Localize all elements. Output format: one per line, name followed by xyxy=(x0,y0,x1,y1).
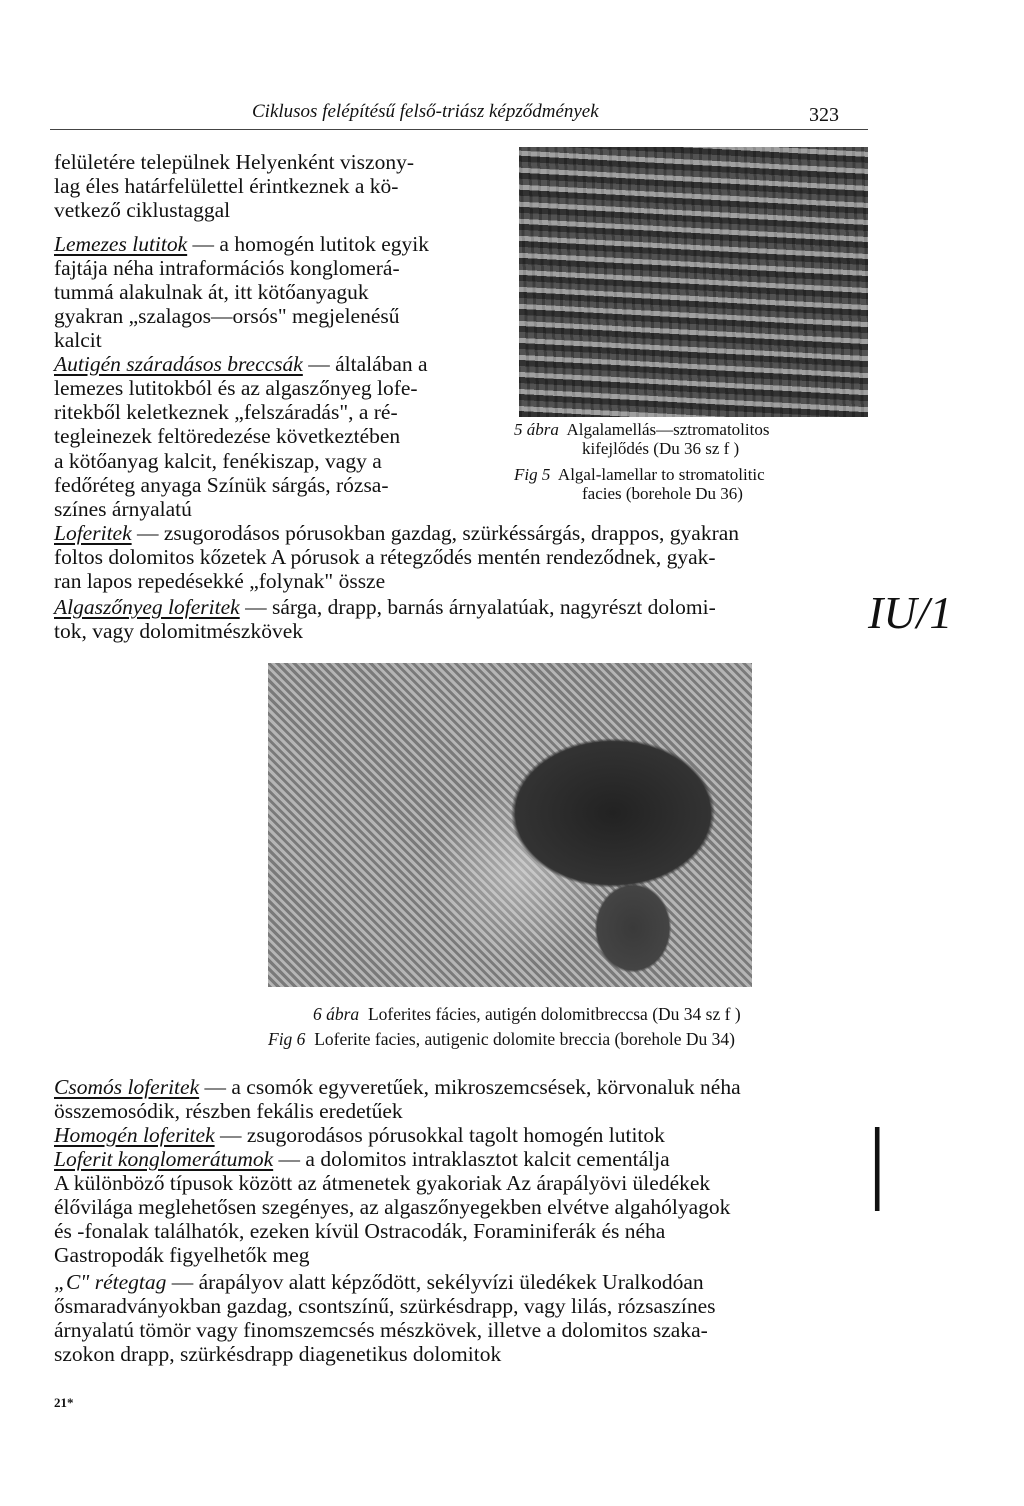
text-line xyxy=(54,1123,665,1148)
text-line xyxy=(54,1147,670,1172)
text-line: felületére települnek Helyenként viszony- xyxy=(54,150,414,174)
text-line: és -fonalak találhatók, ezeken kívül Ostracodák, Foraminiferák és néha xyxy=(54,1219,666,1243)
text-line xyxy=(54,352,428,377)
figure-6-caption-hu-text: Loferites fácies, autigén dolomitbreccsa (Du 34 sz f ) xyxy=(367,1004,741,1024)
figure-6-caption-en xyxy=(268,1029,735,1049)
text-line: lag éles határfelülettel érintkeznek a kö- xyxy=(54,174,399,198)
running-header-title: Ciklusos felépítésű felső-triász képződmények xyxy=(252,101,599,122)
text-line: ran lapos repedésekké „folynak" össze xyxy=(54,569,386,593)
figure-5-caption-hu-line2: kifejlődés (Du 36 sz f ) xyxy=(582,439,740,458)
text-line xyxy=(54,1075,741,1100)
term-algaszonyeg-loferitek: Algaszőnyeg loferitek xyxy=(54,595,240,619)
text-line: Gastropodák figyelhetők meg xyxy=(54,1243,310,1267)
text-line: fajtája néha intraformációs konglomerá- xyxy=(54,256,400,280)
figure-5-caption-en xyxy=(514,465,765,484)
figure-5-caption-hu-text: Algalamellás—sztromatolitos xyxy=(566,420,770,439)
header-rule xyxy=(50,129,868,130)
text-line: ritekből keletkeznek „felszáradás", a ré- xyxy=(54,400,398,424)
figure-5-caption-en-line2: facies (borehole Du 36) xyxy=(582,484,743,503)
figure-5-photo xyxy=(519,147,868,417)
text-span: — a csomók egyveretűek, mikroszemcsések, körvonaluk néha xyxy=(199,1075,741,1099)
text-span: — sárga, drapp, barnás árnyalatúak, nagyrészt dolomi- xyxy=(239,595,716,619)
term-homogen-loferitek: Homogén loferitek xyxy=(54,1123,215,1147)
term-autigen-breccsak: Autigén száradásos breccsák xyxy=(54,352,303,376)
text-line: összemosódik, részben fekális eredetűek xyxy=(54,1099,403,1123)
text-line xyxy=(54,595,716,620)
figure-6-photo xyxy=(268,663,752,987)
text-span: — a dolomitos intraklasztot kalcit cementálja xyxy=(273,1147,670,1171)
term-c-retegtag: „C" rétegtag xyxy=(54,1270,167,1294)
text-line: fedőréteg anyaga Színük sárgás, rózsa- xyxy=(54,473,389,497)
text-line: A különböző típusok között az átmenetek gyakoriak Az árapályövi üledékek xyxy=(54,1171,711,1195)
text-span: — zsugorodásos pórusokban gazdag, szürkéssárgás, drappos, gyakran xyxy=(131,521,740,545)
figure-6-caption-en-text: Loferite facies, autigenic dolomite breccia (borehole Du 34) xyxy=(314,1029,735,1049)
text-line: lemezes lutitokból és az algaszőnyeg lofe- xyxy=(54,376,418,400)
text-line: ősmaradványokban gazdag, csontszínű, szürkésdrapp, vagy lilás, rózsaszínes xyxy=(54,1294,716,1318)
page-number: 323 xyxy=(809,104,839,126)
figure-6-number-hu: 6 ábra xyxy=(313,1004,360,1024)
figure-5-caption-hu xyxy=(514,420,769,439)
figure-6-caption-hu xyxy=(313,1004,741,1024)
term-csomos-loferitek: Csomós loferitek xyxy=(54,1075,200,1099)
text-line: tegleinezek feltöredezése következtében xyxy=(54,424,401,448)
figure-5-number-hu: 5 ábra xyxy=(514,420,559,439)
text-line: élővilága meglehetősen szegényes, az algaszőnyegekben elvétve algahólyagok xyxy=(54,1195,731,1219)
text-span: — a homogén lutitok egyik xyxy=(187,232,430,256)
text-line: tok, vagy dolomitmészkövek xyxy=(54,619,304,643)
signature-mark: 21* xyxy=(54,1395,74,1410)
text-line: gyakran „szalagos—orsós" megjelenésű xyxy=(54,304,400,328)
text-line: tummá alakulnak át, itt kötőanyaguk xyxy=(54,280,369,304)
figure-6-number-en: Fig 6 xyxy=(268,1029,306,1049)
text-line xyxy=(54,521,739,546)
text-line: vetkező ciklustaggal xyxy=(54,198,231,222)
text-line xyxy=(54,1270,704,1295)
term-loferit-konglomeratumok: Loferit konglomerátumok xyxy=(54,1147,274,1171)
text-line: szokon drapp, szürkésdrapp diagenetikus dolomitok xyxy=(54,1342,502,1366)
text-span: — árapályov alatt képződött, sekélyvízi üledékek Uralkodóan xyxy=(166,1270,704,1294)
text-line: kalcit xyxy=(54,328,102,352)
text-line: árnyalatú tömör vagy finomszemcsés mészkövek, illetve a dolomitos szaka- xyxy=(54,1318,708,1342)
text-span: — általában a xyxy=(302,352,428,376)
text-span: — zsugorodásos pórusokkal tagolt homogén lutitok xyxy=(214,1123,665,1147)
text-line xyxy=(54,232,429,257)
term-lemezes-lutitok: Lemezes lutitok xyxy=(54,232,188,256)
figure-5-number-en: Fig 5 xyxy=(514,465,551,484)
figure-5-caption-en-text: Algal-lamellar to stromatolitic xyxy=(557,465,765,484)
text-line: foltos dolomitos kőzetek A pórusok a rétegződés mentén rendeződnek, gyak- xyxy=(54,545,716,569)
handwritten-bracket-mark: | xyxy=(868,1109,887,1211)
handwritten-margin-mark: IU/1 xyxy=(868,587,953,638)
text-line: a kötőanyag kalcit, fenékiszap, vagy a xyxy=(54,449,382,473)
text-line: színes árnyalatú xyxy=(54,497,192,521)
term-loferitek: Loferitek xyxy=(54,521,132,545)
